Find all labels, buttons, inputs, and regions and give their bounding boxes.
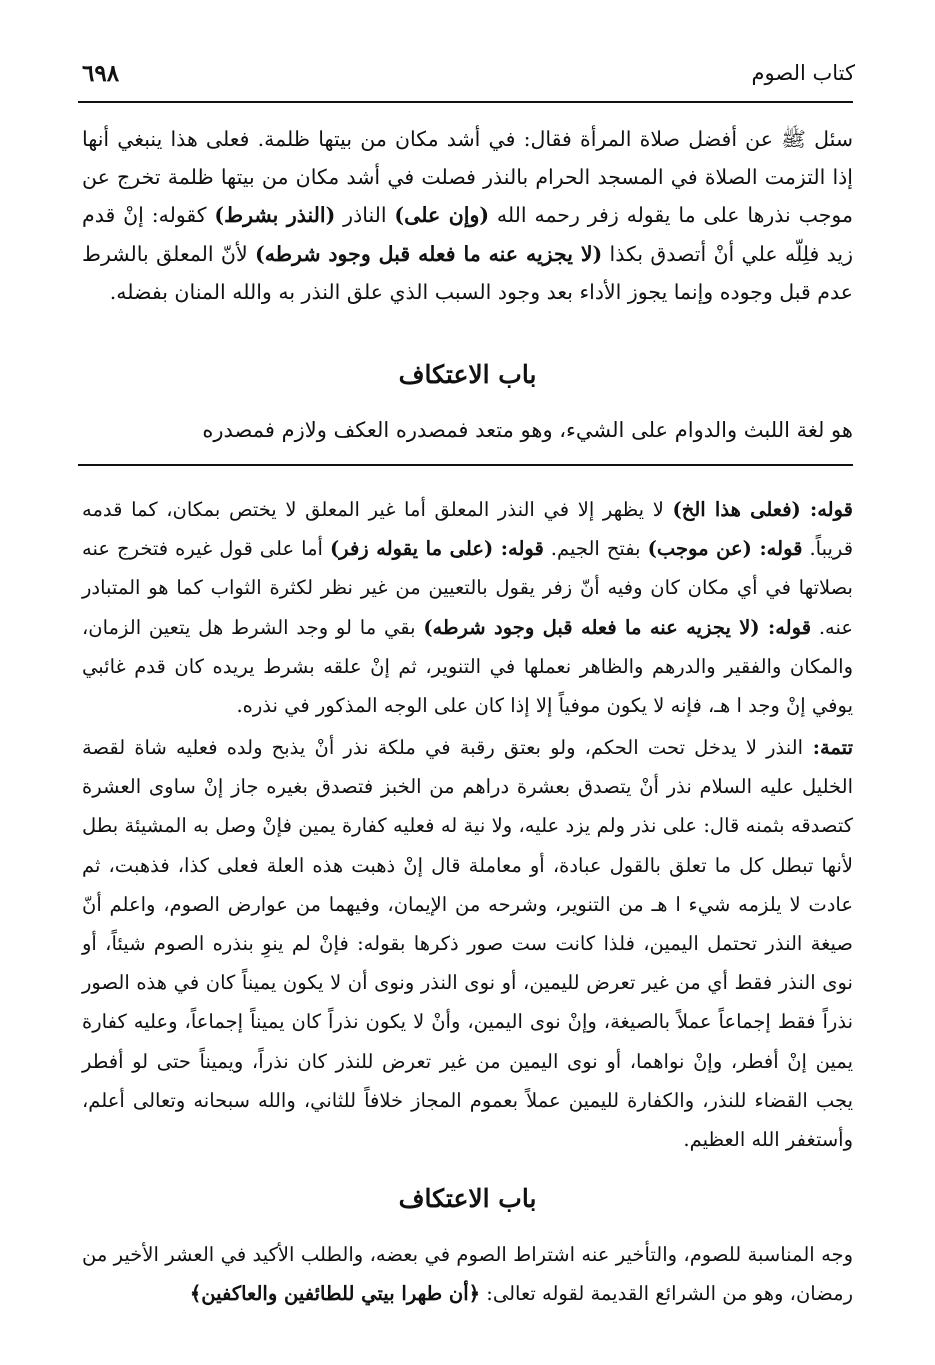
qawluh-label: قوله: — [800, 498, 853, 521]
matn-quote: (عن موجب) — [647, 537, 752, 561]
main-text: كقوله: إنْ قدم زيد فلِلّه علي أنْ أتصدق بكذا — [82, 203, 853, 266]
commentary-rule — [78, 464, 853, 466]
page-header — [82, 58, 855, 88]
commentary-text: أما على قول غيره فتخرج عنه بصلاتها في أي مكان كان وفيه أنّ زفر يقول بالتعيين من غير نظر لكثرة الثواب كما هو المتبادر عنه. — [82, 537, 853, 639]
commentary-paragraph-1 — [82, 490, 853, 725]
commentary-paragraph-3 — [82, 1235, 853, 1313]
commentary-text: لا يظهر إلا في النذر المعلق أما غير المعلق لا يختص بمكان، كما قدمه قريباً. — [82, 498, 854, 561]
matn-quote: (على ما يقوله زفر) — [329, 537, 494, 561]
section-title: باب الاعتكاف — [398, 360, 537, 389]
matn-quote: (فعلى هذا الخ) — [672, 498, 801, 521]
qawluh-label: قوله: — [493, 537, 544, 561]
header-rule — [78, 101, 853, 103]
commentary-text: بفتح الجيم. — [543, 537, 648, 561]
matn-quote: (لا يجزيه عنه ما فعله قبل وجود شرطه) — [423, 615, 760, 639]
tatimma-label: تتمة: — [803, 736, 853, 759]
commentary-paragraph-2 — [82, 728, 853, 1159]
qawluh-label: قوله: — [751, 537, 803, 561]
matn-quote: (النذر بشرط) — [214, 203, 336, 228]
matn-quote: (لا يجزيه عنه ما فعله قبل وجود شرطه) — [255, 241, 603, 266]
qawluh-label: قوله: — [759, 615, 812, 639]
main-text: لأنّ المعلق بالشرط عدم قبل وجوده وإنما يجوز الأداء بعد وجود السبب الذي علق النذر به والله المنان بفضله. — [82, 241, 853, 304]
book-title: كتاب الصوم — [751, 61, 855, 85]
main-text: سئل ﷺ عن أفضل صلاة المرأة فقال: في أشد مكان من بيتها ظلمة. فعلى هذا ينبغي أنها إذا التزمت الصلاة في المسجد الحرام بالنذر فصلت في أشد مكان من بيتها ظلمة تخرج عن موجب نذرها على ما يقوله زفر رحمه الله — [82, 127, 853, 228]
definition-line: هو لغة اللبث والدوام على الشيء، وهو متعد فمصدره العكف ولازم فمصدره — [202, 418, 853, 442]
main-text: الناذر — [335, 203, 395, 228]
commentary-text: النذر لا يدخل تحت الحكم، ولو بعتق رقبة في ملكة نذر أنْ يذبح ولده فعليه شاة لقصة الخليل عليه السلام نذر أنْ يتصدق بعشرة دراهم من الخبز فتصدق بغيره جاز إنْ ساوى العشرة كتصدقه بثمنه قال: على نذر ولم يزد عليه، ولا نية له فعليه كفارة يمين فإنْ وصل به المشيئة بطل لأنها تبطل كل ما تعلق بالقول عبادة، أو معاملة قال إنْ ذهبت هذه العلة فعلى كذا، فذهبت، ثم عادت لا يلزمه شيء ا هـ من التنوير، وشرحه من الإيمان، وفيهما من عوارض الصوم، واعلم أنّ صيغة النذر تحتمل اليمين، فلذا كانت ست صور ذكرها بقوله: فإنْ لم ينوِ بنذره الصوم شيئاً، أو نوى النذر فقط أي من غير تعرض لليمين، أو نوى النذر ونوى أن لا يكون يميناً كان في هذه الصور نذراً فقط إجماعاً عملاً بالصيغة، وإنْ نوى اليمين، وأنْ لا يكون نذراً كان يميناً إجماعاً، وعليه كفارة يمين إنْ أفطر، وإنْ نواهما، أو نوى اليمين من غير تعرض للنذر كان نذراً، ويميناً حتى لو أفطر يجب القضاء للنذر، والكفارة لليمين عملاً بعموم المجاز خلافاً للثاني، والله سبحانه وتعالى أعلم، وأستغفر الله العظيم. — [82, 736, 853, 1152]
quran-quote: ﴿أن طهرا بيتي للطائفين والعاكفين﴾ — [189, 1282, 481, 1306]
main-paragraph-1 — [82, 120, 853, 311]
section-title: باب الاعتكاف — [398, 1184, 537, 1213]
page-number: ٦٩٨ — [82, 59, 120, 87]
commentary-text: بقي ما لو وجد الشرط هل يتعين الزمان، والمكان والفقير والدرهم والظاهر نعملها في التنوير، ثم إنْ علقه بشرط يريده كان قدم غائبي يوفي إنْ وجد ا هـ، فإنه لا يكون موفياً إلا إذا كان على الوجه المذكور في نذره. — [82, 615, 853, 718]
commentary-text: وجه المناسبة للصوم، والتأخير عنه اشتراط الصوم في بعضه، والطلب الأكيد في العشر الأخير من رمضان، وهو من الشرائع القديمة لقوله تعالى: — [82, 1243, 853, 1306]
matn-quote: (وإن على) — [394, 203, 490, 228]
